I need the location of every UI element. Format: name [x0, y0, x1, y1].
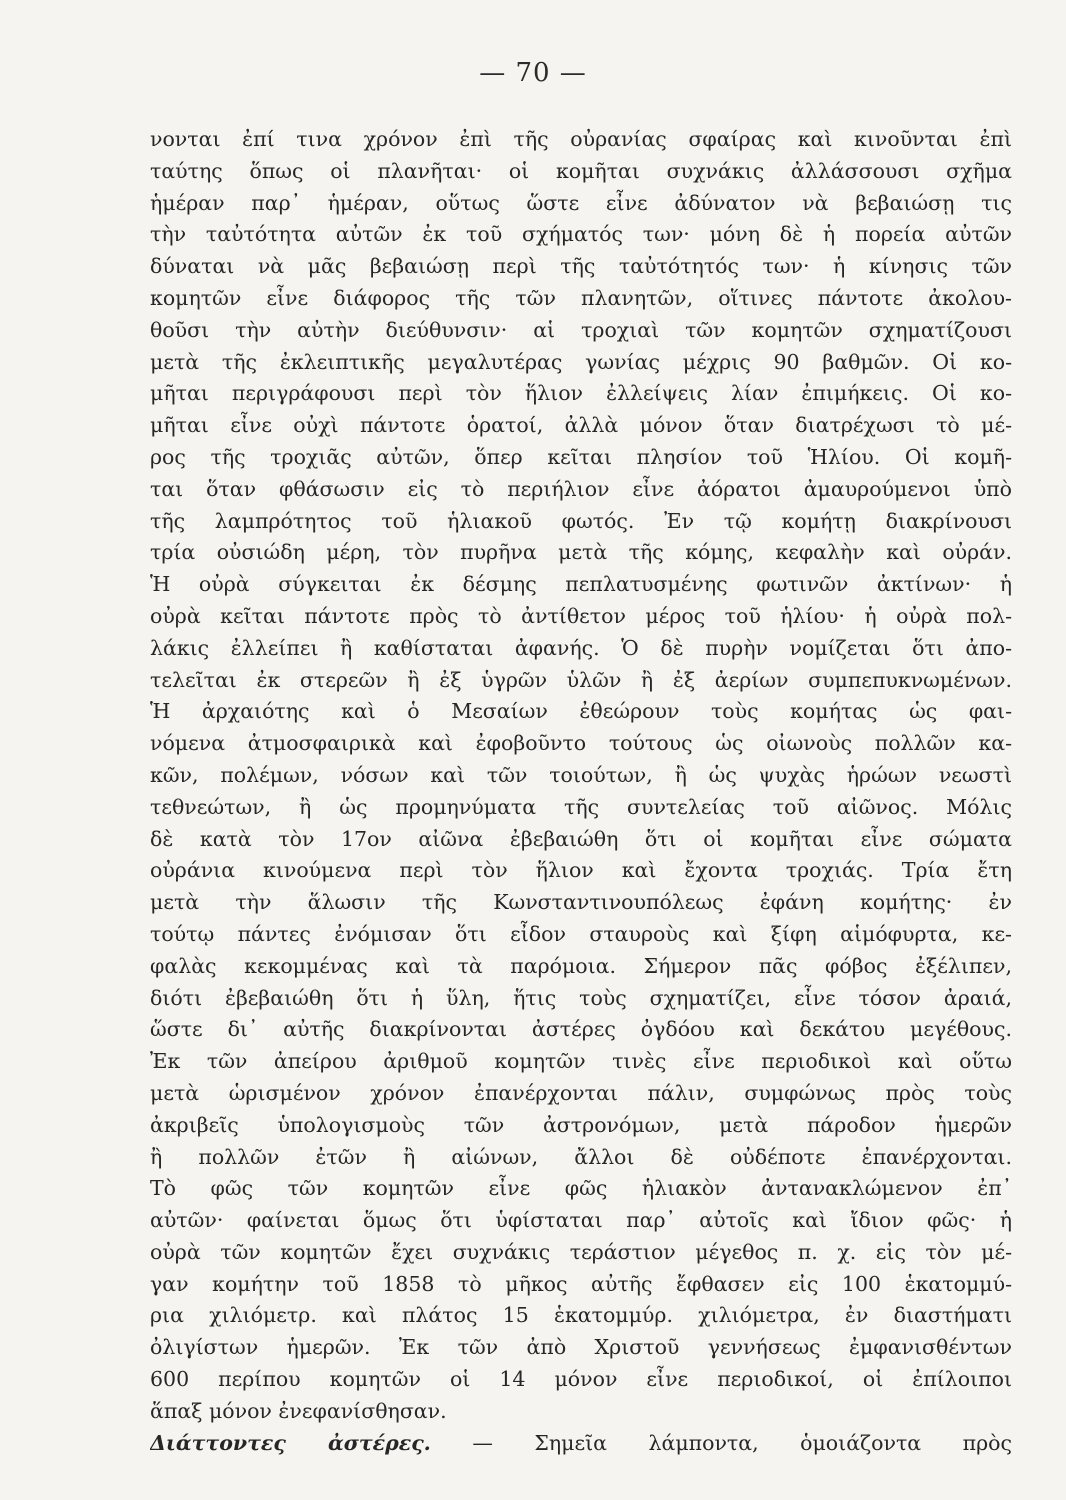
- text-line: μῆται εἶνε οὐχὶ πάντοτε ὁρατοί, ἀλλὰ μόνον ὅταν διατρέχωσι τὸ μέ-: [150, 413, 1012, 438]
- text-line: ἢ πολλῶν ἐτῶν ἢ αἰώνων, ἄλλοι δὲ οὐδέποτε ἐπανέρχονται.: [150, 1144, 1012, 1169]
- page-number: — 70 —: [479, 58, 587, 88]
- text-line: τελεῖται ἐκ στερεῶν ἢ ἐξ ὑγρῶν ὑλῶν ἢ ἐξ ἀερίων συμπεπυκνωμένων.: [150, 667, 1012, 692]
- text-line: μετὰ τῆς ἐκλειπτικῆς μεγαλυτέρας γωνίας μέχρις 90 βαθμῶν. Οἱ κο-: [150, 349, 1012, 374]
- text-line: ρος τῆς τροχιᾶς αὐτῶν, ὅπερ κεῖται πλησίον τοῦ Ἡλίου. Οἱ κομῆ-: [150, 444, 1012, 469]
- text-line: νονται ἐπί τινα χρόνον ἐπὶ τῆς οὐρανίας σφαίρας καὶ κινοῦνται ἐπὶ: [150, 127, 1012, 151]
- text-line: μετὰ ὡρισμένον χρόνον ἐπανέρχονται πάλιν, συμφώνως πρὸς τοὺς: [150, 1080, 1012, 1105]
- body-text: [150, 124, 1012, 1459]
- text-line: τούτῳ πάντες ἐνόμισαν ὅτι εἶδον σταυροὺς καὶ ξίφη αἱμόφυρτα, κε-: [150, 921, 1012, 946]
- text-line: Ἐκ τῶν ἀπείρου ἀριθμοῦ κομητῶν τινὲς εἶνε περιοδικοὶ καὶ οὕτω: [150, 1049, 1012, 1074]
- text-line: ἀκριβεῖς ὑπολογισμοὺς τῶν ἀστρονόμων, μετὰ πάροδον ἡμερῶν: [150, 1112, 1012, 1137]
- text-line: δύναται νὰ μᾶς βεβαιώσῃ περὶ τῆς ταὐτότητός των· ἡ κίνησις τῶν: [150, 254, 1012, 279]
- text-line: ταύτης ὅπως οἱ πλανῆται· οἱ κομῆται συχνάκις ἀλλάσσουσι σχῆμα: [150, 158, 1012, 183]
- text-line: μῆται περιγράφουσι περὶ τὸν ἥλιον ἐλλείψεις λίαν ἐπιμήκεις. Οἱ κο-: [150, 381, 1012, 406]
- text-line: ὀλιγίστων ἡμερῶν. Ἐκ τῶν ἀπὸ Χριστοῦ γεννήσεως ἐμφανισθέντων: [150, 1335, 1012, 1360]
- text-line: νόμενα ἀτμοσφαιρικὰ καὶ ἐφοβοῦντο τούτους ὡς οἰωνοὺς πολλῶν κα-: [150, 731, 1012, 756]
- text-line: τρία οὐσιώδη μέρη, τὸν πυρῆνα μετὰ τῆς κόμης, κεφαλὴν καὶ οὐράν.: [150, 540, 1012, 565]
- section-heading: Διάττοντες ἀστέρες.: [150, 1430, 431, 1455]
- text-line: Ἡ ἀρχαιότης καὶ ὁ Μεσαίων ἐθεώρουν τοὺς κομήτας ὡς φαι-: [150, 699, 1012, 724]
- text-line: κομητῶν εἶνε διάφορος τῆς τῶν πλανητῶν, οἵτινες πάντοτε ἀκολου-: [150, 285, 1012, 310]
- text-line: ρια χιλιόμετρ. καὶ πλάτος 15 ἑκατομμύρ. χιλιόμετρα, ἐν διαστήματι: [150, 1303, 1012, 1328]
- text-line: αὐτῶν· φαίνεται ὅμως ὅτι ὑφίσταται παρ᾽ αὐτοῖς καὶ ἴδιον φῶς· ἡ: [150, 1208, 1012, 1233]
- final-line: [150, 1428, 1012, 1460]
- text-line: μετὰ τὴν ἅλωσιν τῆς Κωνσταντινουπόλεως ἐφάνη κομήτης· ἐν: [150, 890, 1012, 915]
- text-line: ται ὅταν φθάσωσιν εἰς τὸ περιήλιον εἶνε ἀόρατοι ἀμαυρούμενοι ὑπὸ: [150, 476, 1012, 501]
- text-line: ἡμέραν παρ᾽ ἡμέραν, οὕτως ὥστε εἶνε ἀδύνατον νὰ βεβαιώσῃ τις: [150, 190, 1012, 215]
- text-line: κῶν, πολέμων, νόσων καὶ τῶν τοιούτων, ἢ ὡς ψυχὰς ἡρώων νεωστὶ: [150, 762, 1012, 787]
- text-line: 600 περίπου κομητῶν οἱ 14 μόνον εἶνε περιοδικοί, οἱ ἐπίλοιποι: [150, 1367, 1012, 1392]
- text-line: Τὸ φῶς τῶν κομητῶν εἶνε φῶς ἡλιακὸν ἀντανακλώμενον ἐπ᾽: [150, 1176, 1012, 1201]
- text-line: φαλὰς κεκομμένας καὶ τὰ παρόμοια. Σήμερον πᾶς φόβος ἐξέλιπεν,: [150, 953, 1012, 978]
- text-line: τὴν ταὐτότητα αὐτῶν ἐκ τοῦ σχήματός των· μόνη δὲ ἡ πορεία αὐτῶν: [150, 222, 1012, 247]
- text-line: διότι ἐβεβαιώθη ὅτι ἡ ὕλη, ἥτις τοὺς σχηματίζει, εἶνε τόσον ἀραιά,: [150, 985, 1012, 1010]
- text-line: ἅπαξ μόνον ἐνεφανίσθησαν.: [150, 1398, 447, 1423]
- text-line: οὐρὰ τῶν κομητῶν ἔχει συχνάκις τεράστιον μέγεθος π. χ. εἰς τὸν μέ-: [150, 1239, 1012, 1264]
- text-line: δὲ κατὰ τὸν 17ον αἰῶνα ἐβεβαιώθη ὅτι οἱ κομῆται εἶνε σώματα: [150, 826, 1012, 851]
- final-line-text: — Σημεῖα λάμποντα, ὁμοιάζοντα πρὸς: [472, 1430, 1012, 1455]
- text-line: οὐρὰ κεῖται πάντοτε πρὸς τὸ ἀντίθετον μέρος τοῦ ἡλίου· ἡ οὐρὰ πολ-: [150, 603, 1012, 628]
- text-line: θοῦσι τὴν αὐτὴν διεύθυνσιν· αἱ τροχιαὶ τῶν κομητῶν σχηματίζουσι: [150, 317, 1012, 342]
- text-line: γαν κομήτην τοῦ 1858 τὸ μῆκος αὐτῆς ἔφθασεν εἰς 100 ἑκατομμύ-: [150, 1271, 1012, 1296]
- text-line: Ἡ οὐρὰ σύγκειται ἐκ δέσμης πεπλατυσμένης φωτινῶν ἀκτίνων· ἡ: [150, 572, 1012, 597]
- text-line: τῆς λαμπρότητος τοῦ ἡλιακοῦ φωτός. Ἐν τῷ κομήτῃ διακρίνουσι: [150, 508, 1012, 533]
- text-line: τεθνεώτων, ἢ ὡς προμηνύματα τῆς συντελείας τοῦ αἰῶνος. Μόλις: [150, 794, 1012, 819]
- text-line: λάκις ἐλλείπει ἢ καθίσταται ἀφανής. Ὁ δὲ πυρὴν νομίζεται ὅτι ἀπο-: [150, 635, 1012, 660]
- text-line: οὐράνια κινούμενα περὶ τὸν ἥλιον καὶ ἔχοντα τροχιάς. Τρία ἔτη: [150, 858, 1012, 883]
- text-line: ὥστε δι᾽ αὐτῆς διακρίνονται ἀστέρες ὀγδόου καὶ δεκάτου μεγέθους.: [150, 1017, 1012, 1042]
